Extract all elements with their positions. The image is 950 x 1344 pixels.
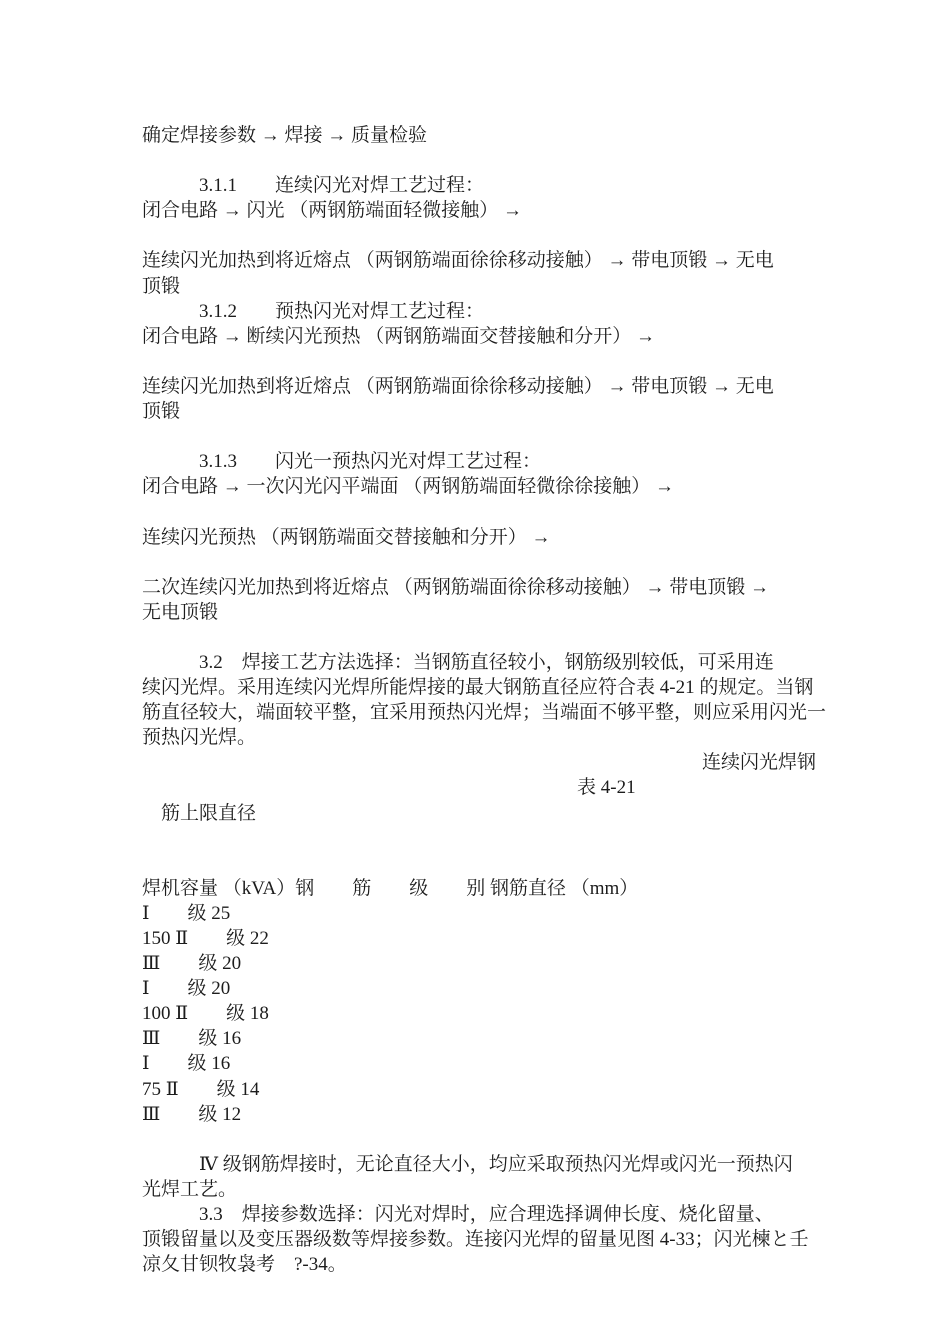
blank-line: [142, 1127, 816, 1152]
table-row-4: Ⅰ 级 20: [142, 978, 231, 1000]
table-title-line: 连续闪光焊钢: [701, 752, 816, 774]
table-row-3: Ⅲ 级 20: [142, 953, 242, 975]
flow-3-1-3-line-2: 连续闪光预热 （两钢筋端面交替接触和分开） →: [142, 526, 551, 548]
para-3-2-line-1: 3.2 焊接工艺方法选择：当钢筋直径较小，钢筋级别较低，可采用连: [142, 651, 774, 673]
table-header-line: 焊机容量 （kVA）钢 筋 级 别 钢筋直径 （mm）: [142, 877, 639, 899]
blank-line: [142, 625, 816, 650]
flow-3-1-2-line-1: 闭合电路 → 断续闪光预热 （两钢筋端面交替接触和分开） →: [142, 325, 656, 347]
para-3-2-line-3: 筋直径较大，端面较平整，宜采用预热闪光焊；当端面不够平整，则应采用闪光一: [142, 702, 827, 724]
blank-line: [142, 349, 816, 374]
blank-line: [142, 223, 816, 248]
table-row-2: 150 Ⅱ 级 22: [142, 928, 269, 949]
heading-3-1-3: 3.1.3 闪光一预热闪光对焊工艺过程：: [142, 451, 542, 473]
flow-3-1-3-line-1: 闭合电路 → 一次闪光闪平端面 （两钢筋端面轻微徐徐接触） →: [142, 476, 675, 498]
flow-3-1-1-line-1: 闭合电路 → 闪光 （两钢筋端面轻微接触） →: [142, 200, 523, 222]
flow-3-1-1-line-3: 顶锻: [142, 275, 181, 297]
flow-3-1-1-line-2: 连续闪光加热到将近熔点 （两钢筋端面徐徐移动接触） → 带电顶锻 → 无电: [142, 250, 774, 272]
para-3-2-line-4: 预热闪光焊。: [142, 727, 257, 749]
table-title-continued: 筋上限直径: [161, 802, 257, 824]
flow-3-1-2-line-2: 连续闪光加热到将近熔点 （两钢筋端面徐徐移动接触） → 带电顶锻 → 无电: [142, 375, 774, 397]
blank-line: [142, 424, 816, 449]
table-row-1: Ⅰ 级 25: [142, 902, 231, 924]
flow-3-1-3-line-4: 无电顶锻: [142, 601, 219, 623]
table-row-6: Ⅲ 级 16: [142, 1028, 242, 1050]
flow-overview-line: 确定焊接参数 → 焊接 → 质量检验: [142, 125, 428, 146]
para-3-2-line-2: 续闪光焊。采用连续闪光焊所能焊接的最大钢筋直径应符合表 4-21 的规定。当钢: [142, 677, 814, 699]
blank-line: [142, 148, 816, 173]
para-3-3-line-2: 顶锻留量以及变压器级数等焊接参数。连接闪光焊的留量见图 4-33；闪光楝と壬: [142, 1229, 809, 1251]
table-row-8: 75 Ⅱ 级 14: [142, 1078, 260, 1100]
blank-line: [142, 550, 816, 575]
para-3-3-line-1: 3.3 焊接参数选择：闪光对焊时，应合理选择调伸长度、烧化留量、: [142, 1204, 774, 1226]
heading-3-1-1: 3.1.1 连续闪光对焊工艺过程：: [142, 175, 485, 197]
table-row-7: Ⅰ 级 16: [142, 1053, 231, 1075]
para-grade4-line-1: Ⅳ 级钢筋焊接时，无论直径大小，均应采取预热闪光焊或闪光一预热闪: [142, 1153, 793, 1175]
flow-3-1-3-line-3: 二次连续闪光加热到将近熔点 （两钢筋端面徐徐移动接触） → 带电顶锻 →: [142, 576, 770, 598]
para-3-3-line-3: 凉夂甘钡牧袅考 ?-34。: [142, 1254, 347, 1276]
table-row-9: Ⅲ 级 12: [142, 1103, 242, 1125]
table-number: 表 4-21: [577, 777, 636, 799]
blank-line: [142, 499, 816, 524]
flow-3-1-2-line-3: 顶锻: [142, 401, 181, 423]
para-grade4-line-2: 光焊工艺。: [142, 1178, 238, 1200]
table-row-5: 100 Ⅱ 级 18: [142, 1003, 269, 1025]
table-caption-line: [142, 775, 816, 875]
heading-3-1-2: 3.1.2 预热闪光对焊工艺过程：: [142, 300, 485, 322]
